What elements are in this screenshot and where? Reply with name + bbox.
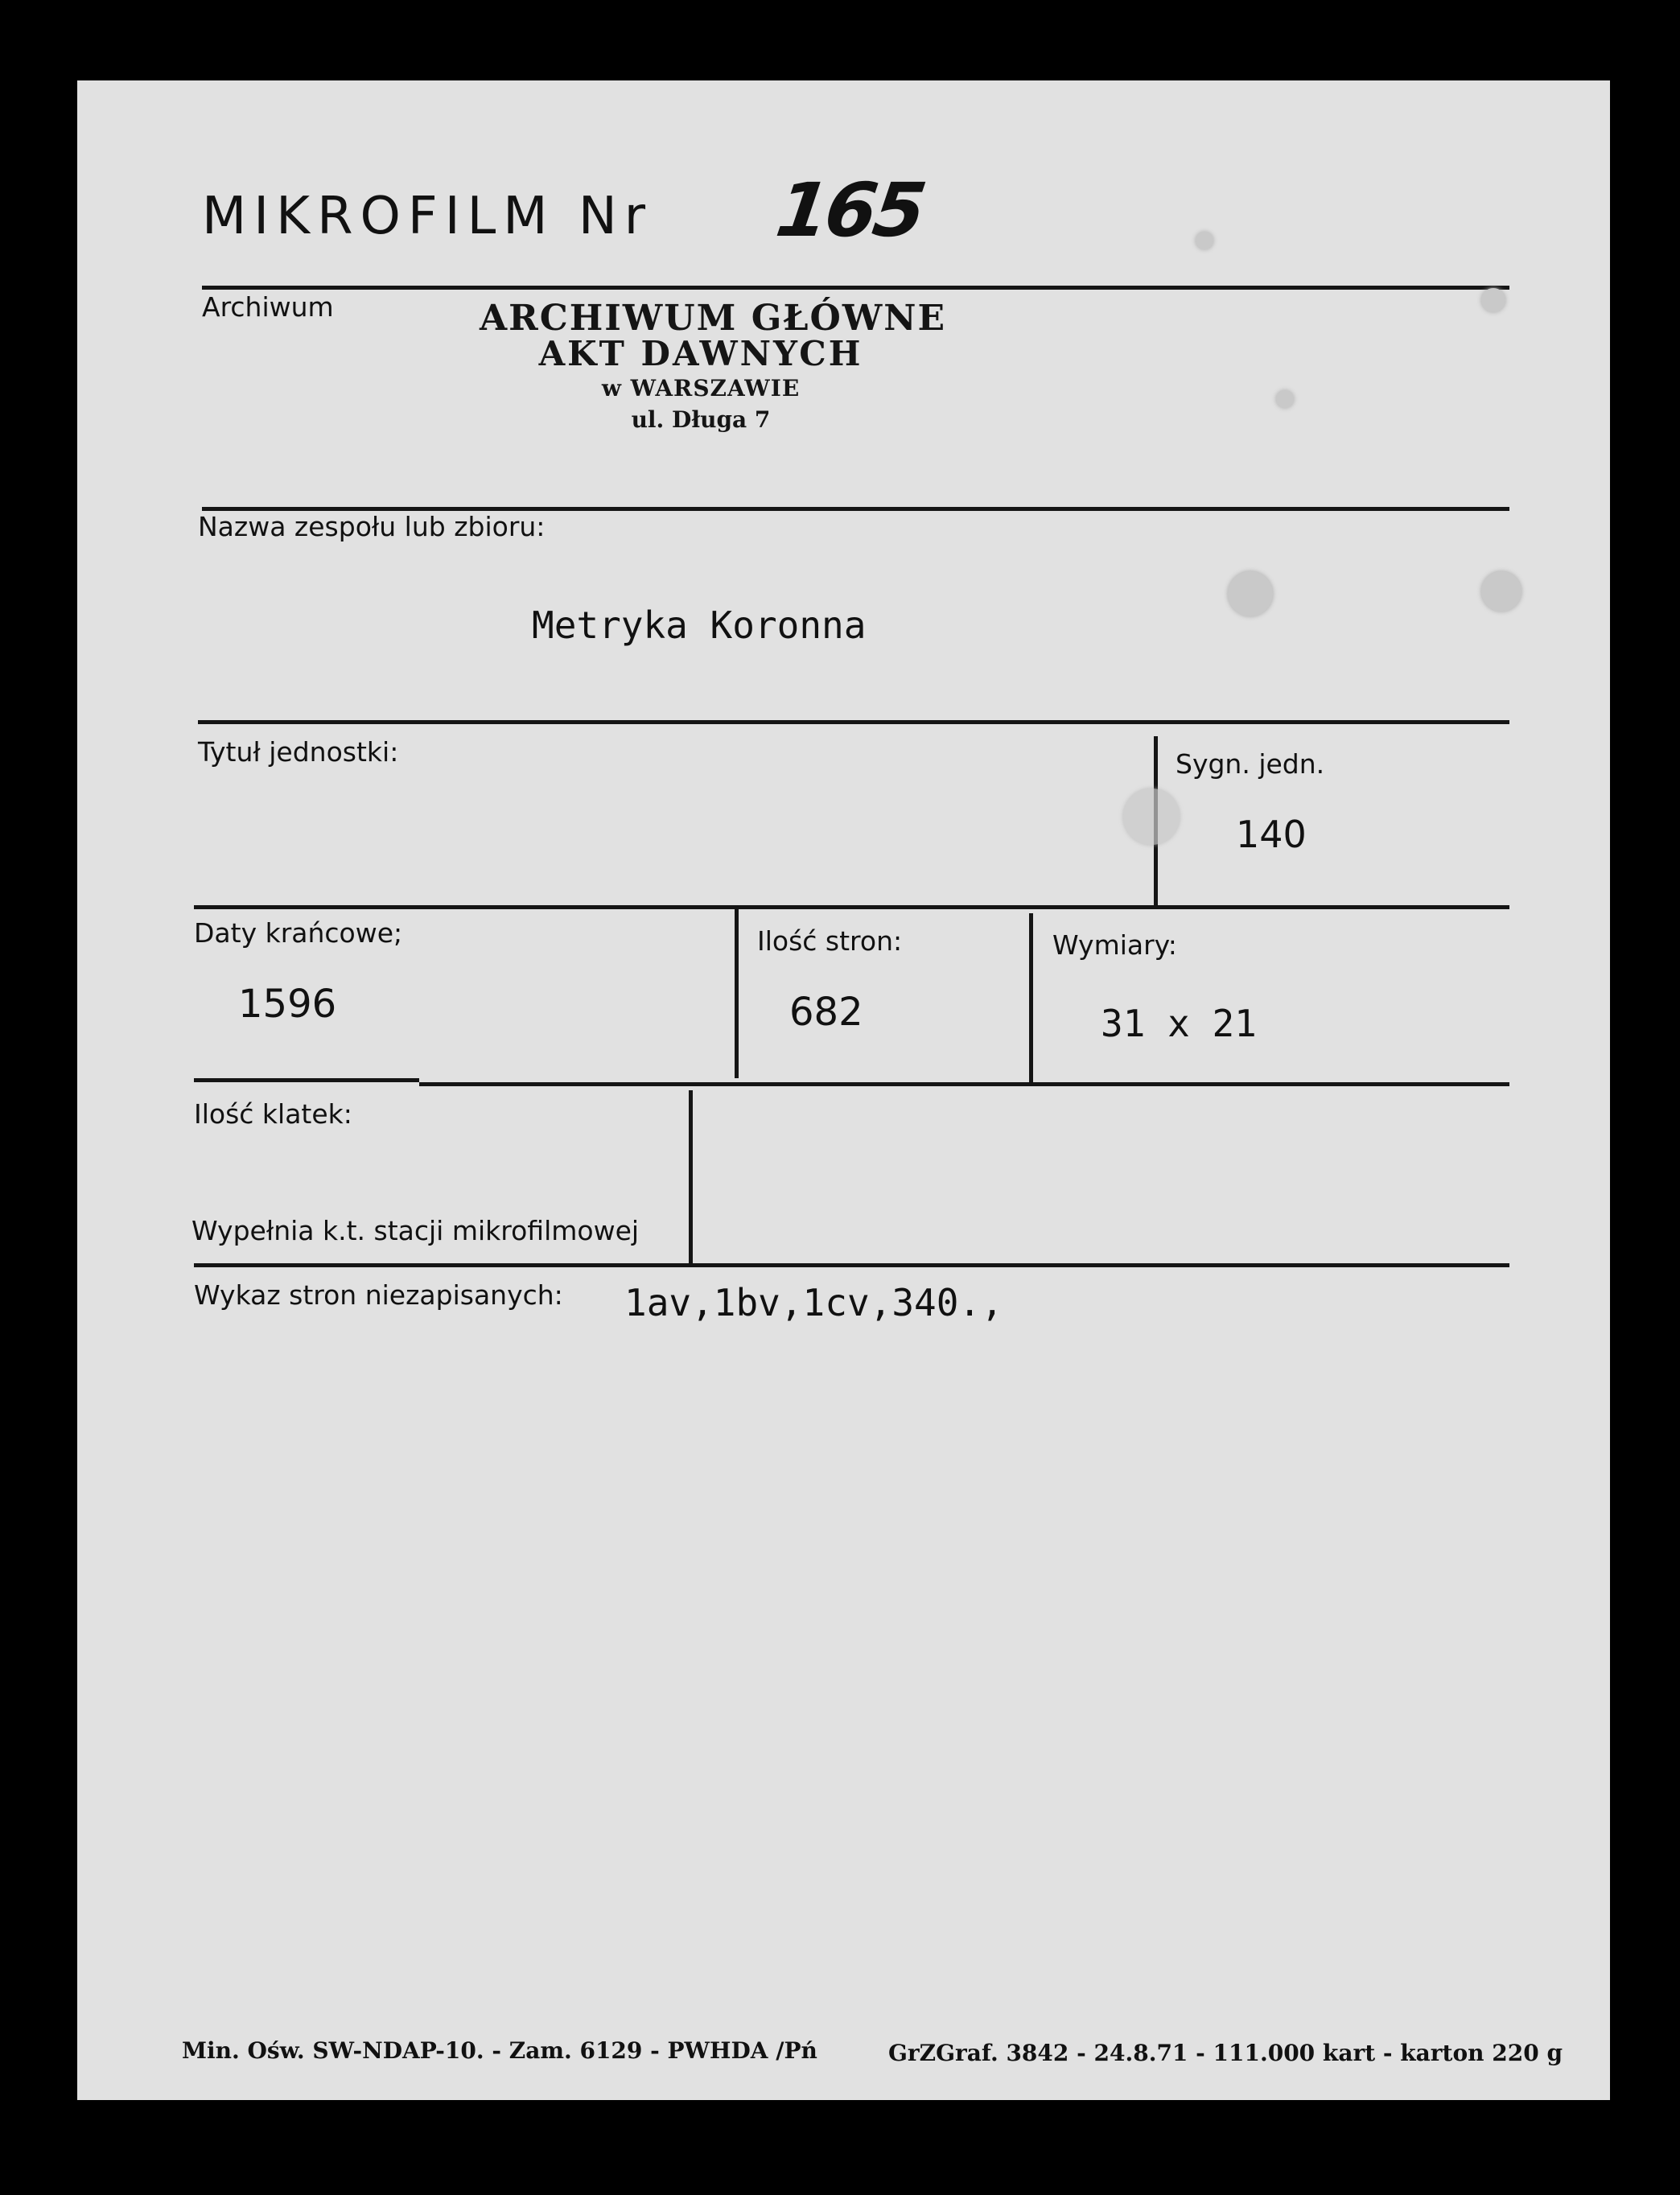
dates-label: Daty krańcowe; bbox=[194, 917, 403, 949]
microfilm-title: MIKROFILM Nr bbox=[202, 187, 653, 246]
frames-note: Wypełnia k.t. stacji mikrofilmowej bbox=[191, 1215, 640, 1246]
collection-label: Nazwa zespołu lub zbioru: bbox=[198, 511, 546, 542]
film-spot bbox=[1481, 288, 1505, 312]
dates-value: 1596 bbox=[238, 982, 337, 1027]
stamp-line-2: AKT DAWNYCH bbox=[538, 334, 863, 373]
archive-stamp bbox=[480, 298, 946, 433]
divider-frames bbox=[194, 1263, 1509, 1267]
film-spot bbox=[1123, 789, 1180, 845]
stamp-line-4: ul. Długa 7 bbox=[631, 406, 771, 433]
blank-pages-value: 1av,1bv,1cv,340., bbox=[624, 1281, 1003, 1324]
frames-label: Ilość klatek: bbox=[194, 1098, 352, 1130]
dimensions-value: 31 x 21 bbox=[1101, 1002, 1257, 1045]
divider-unit bbox=[194, 905, 1509, 909]
signature-label: Sygn. jedn. bbox=[1176, 748, 1325, 780]
film-spot bbox=[1481, 571, 1521, 612]
pages-label: Ilość stron: bbox=[757, 925, 903, 957]
blank-pages-label: Wykaz stron niezapisanych: bbox=[194, 1279, 563, 1311]
film-spot bbox=[1196, 232, 1213, 249]
divider-frames-vertical bbox=[689, 1090, 693, 1267]
signature-value: 140 bbox=[1236, 813, 1307, 856]
divider-collection bbox=[198, 720, 1509, 724]
footer-right: GrZGraf. 3842 - 24.8.71 - 111.000 kart - karton 220 g bbox=[888, 2040, 1563, 2066]
film-spot bbox=[1276, 390, 1294, 408]
archive-label: Archiwum bbox=[202, 291, 334, 323]
unit-title-label: Tytuł jednostki: bbox=[198, 736, 399, 768]
stamp-line-3: w WARSZAWIE bbox=[601, 375, 801, 402]
divider-details-right bbox=[419, 1082, 1509, 1086]
divider-dates-vertical bbox=[735, 909, 739, 1078]
divider-pages-vertical bbox=[1029, 913, 1033, 1082]
microfilm-card bbox=[77, 80, 1610, 2100]
stamp-line-1: ARCHIWUM GŁÓWNE bbox=[480, 298, 946, 339]
film-spot bbox=[1228, 571, 1273, 616]
footer-left: Min. Ośw. SW-NDAP-10. - Zam. 6129 - PWHDA /Pń bbox=[182, 2037, 817, 2064]
dimensions-label: Wymiary: bbox=[1052, 929, 1177, 961]
divider-header bbox=[202, 286, 1509, 290]
divider-details-left bbox=[194, 1078, 419, 1082]
pages-value: 682 bbox=[789, 990, 863, 1035]
microfilm-number: 165 bbox=[771, 167, 929, 253]
collection-value: Metryka Koronna bbox=[532, 603, 867, 647]
